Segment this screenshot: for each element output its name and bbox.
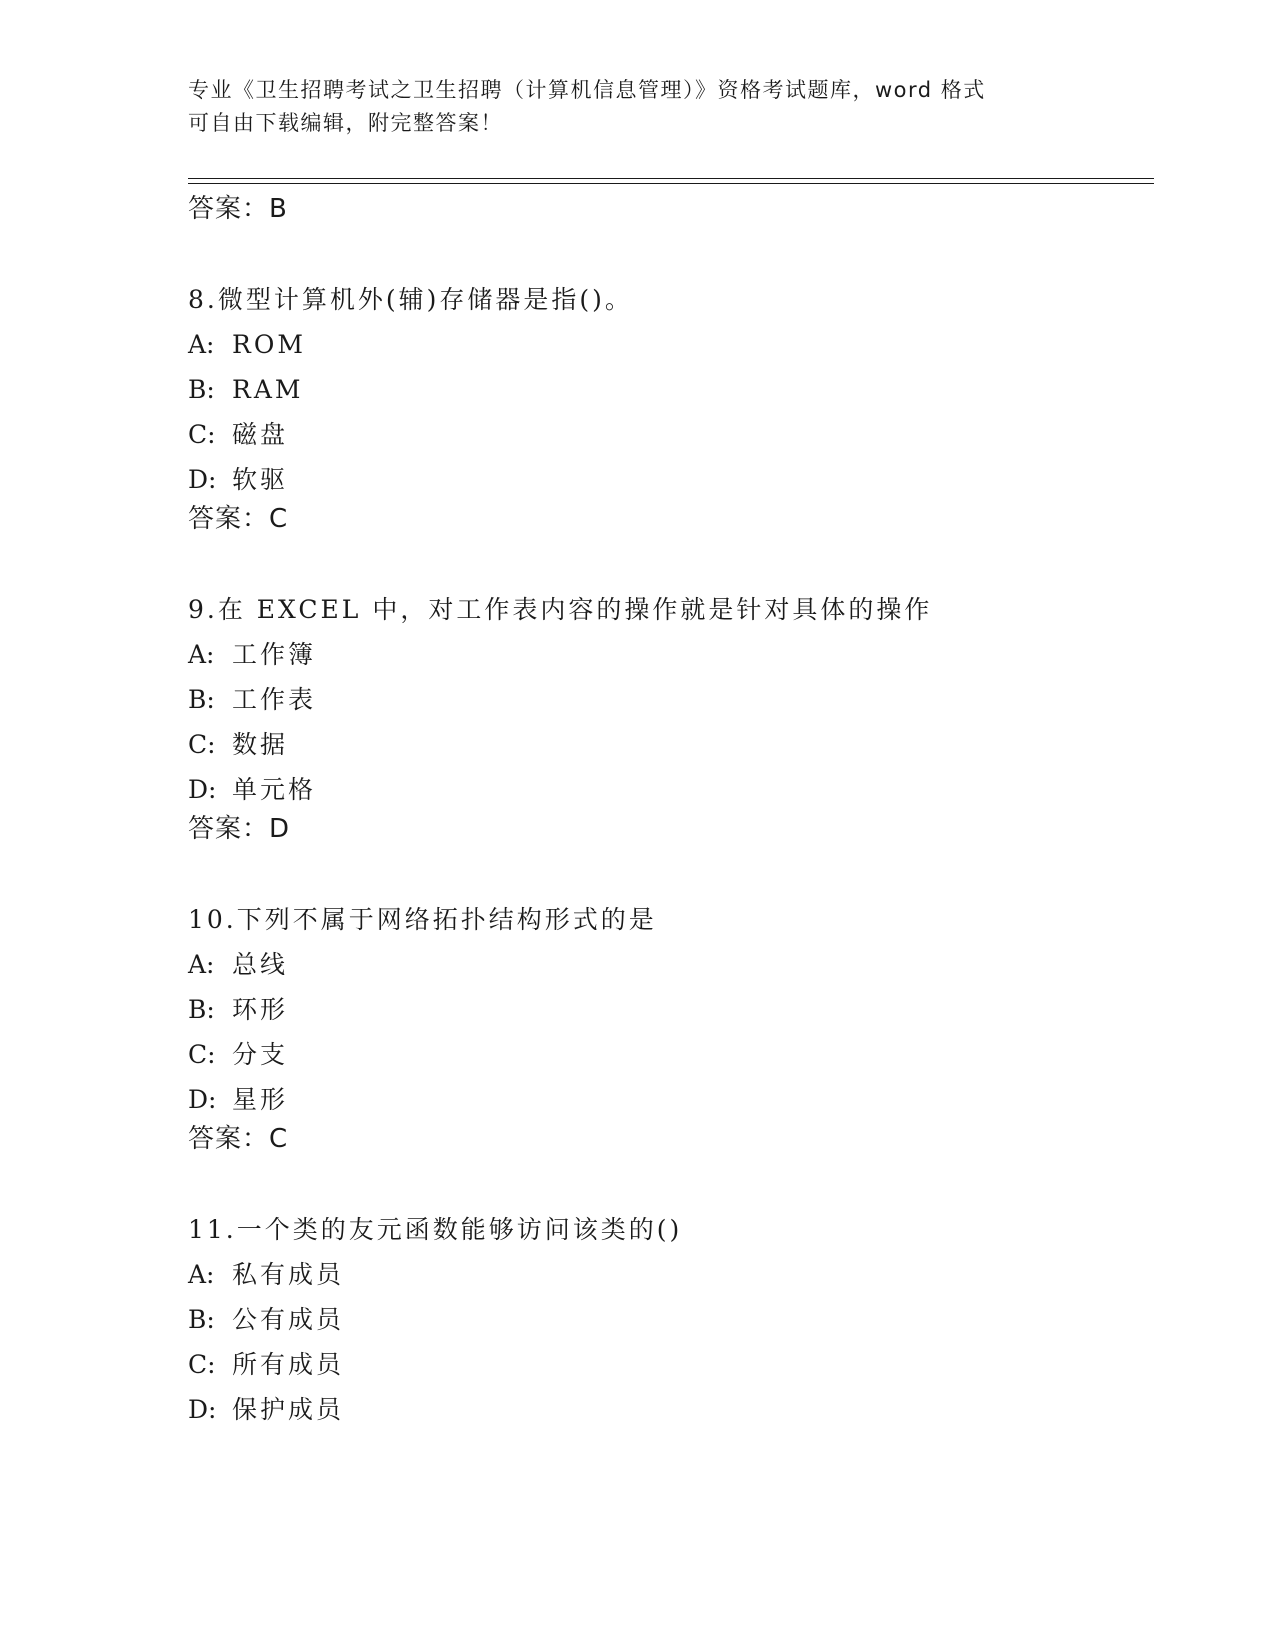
option-a: [188, 638, 932, 672]
option-text: 所有成员: [232, 1350, 345, 1379]
option-text: 环形: [232, 995, 289, 1024]
option-b: [188, 373, 633, 407]
option-text: 公有成员: [232, 1305, 345, 1334]
option-text: 单元格: [232, 775, 317, 804]
answer-10: 答案：C: [188, 1124, 289, 1154]
option-text: 私有成员: [232, 1260, 345, 1289]
document-header: [188, 74, 1068, 140]
option-text: 总线: [232, 950, 289, 979]
option-key: D:: [188, 1395, 217, 1424]
option-text: 软驱: [232, 465, 289, 494]
option-c: [188, 1038, 657, 1072]
option-c: [188, 418, 633, 452]
previous-answer: 答案：B: [188, 194, 288, 224]
option-key: A:: [188, 640, 215, 669]
option-key: D:: [188, 1085, 217, 1114]
option-key: C:: [188, 1350, 216, 1379]
option-d: [188, 463, 633, 497]
option-text: 星形: [232, 1085, 289, 1114]
option-key: B:: [188, 995, 215, 1024]
option-c: [188, 728, 932, 762]
option-b: [188, 993, 657, 1027]
option-a: [188, 1258, 682, 1292]
question-text: 9.在 EXCEL 中，对工作表内容的操作就是针对具体的操作: [188, 595, 933, 624]
option-text: 保护成员: [232, 1395, 345, 1424]
option-text: 磁盘: [232, 420, 289, 449]
option-key: B:: [188, 1305, 215, 1334]
option-a: [188, 948, 657, 982]
question-9: [188, 593, 932, 807]
question-text: 8.微型计算机外(辅)存储器是指()。: [188, 285, 633, 314]
header-line-2: 可自由下载编辑，附完整答案！: [188, 111, 503, 135]
option-key: D:: [188, 465, 217, 494]
option-key: A:: [188, 1260, 215, 1289]
option-key: B:: [188, 685, 215, 714]
option-key: B:: [188, 375, 215, 404]
option-c: [188, 1348, 682, 1382]
question-text: 10.下列不属于网络拓扑结构形式的是: [188, 905, 657, 934]
option-text: 分支: [232, 1040, 289, 1069]
option-key: C:: [188, 730, 216, 759]
question-11: [188, 1213, 682, 1427]
option-b: [188, 683, 932, 717]
question-8: [188, 283, 633, 497]
question-10: [188, 903, 657, 1117]
question-text: 11.一个类的友元函数能够访问该类的(): [188, 1215, 683, 1244]
header-divider-top: [188, 178, 1154, 179]
option-key: A:: [188, 330, 215, 359]
answer-8: 答案：C: [188, 504, 289, 534]
option-text: 工作表: [232, 685, 317, 714]
option-key: C:: [188, 1040, 216, 1069]
option-key: C:: [188, 420, 216, 449]
option-key: A:: [188, 950, 215, 979]
header-line-1: 专业《卫生招聘考试之卫生招聘（计算机信息管理）》资格考试题库，word 格式: [188, 78, 986, 102]
header-divider-bottom: [188, 183, 1154, 184]
option-d: [188, 1083, 657, 1117]
option-text: ROM: [232, 330, 306, 359]
answer-9: 答案：D: [188, 814, 291, 844]
option-text: 工作簿: [232, 640, 317, 669]
option-d: [188, 773, 932, 807]
option-text: RAM: [232, 375, 304, 404]
option-key: D:: [188, 775, 217, 804]
option-b: [188, 1303, 682, 1337]
option-text: 数据: [232, 730, 289, 759]
option-a: [188, 328, 633, 362]
option-d: [188, 1393, 682, 1427]
